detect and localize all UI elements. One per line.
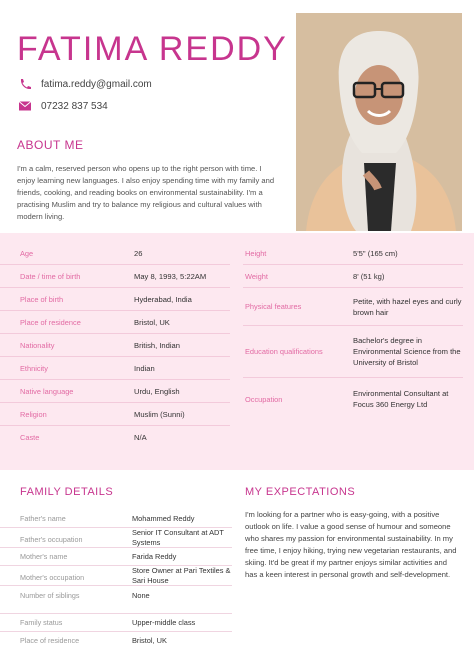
detail-label: Nationality xyxy=(20,340,55,350)
detail-row-occupation xyxy=(243,378,463,420)
family-heading: FAMILY DETAILS xyxy=(20,486,114,498)
detail-value: 5'5" (165 cm) xyxy=(353,248,398,258)
detail-value: May 8, 1993, 5:22AM xyxy=(134,271,207,281)
mail-icon xyxy=(18,100,32,112)
detail-value: Bristol, UK xyxy=(134,317,170,327)
detail-label: Religion xyxy=(20,409,47,419)
detail-row-residence xyxy=(0,311,230,334)
detail-row-ethnicity xyxy=(0,357,230,380)
detail-row-language xyxy=(0,380,230,403)
detail-value: British, Indian xyxy=(134,340,181,350)
detail-label: Height xyxy=(245,248,267,258)
detail-value: Muslim (Sunni) xyxy=(134,409,185,419)
family-label: Number of siblings xyxy=(20,591,80,600)
email-text: fatima.reddy@gmail.com xyxy=(41,78,152,90)
family-label: Father's occupation xyxy=(20,535,83,544)
detail-label: Place of residence xyxy=(20,317,81,327)
detail-row-birth xyxy=(0,265,230,288)
detail-value: Indian xyxy=(134,363,155,373)
detail-value: N/A xyxy=(134,433,147,442)
detail-label: Place of birth xyxy=(20,294,64,304)
family-row xyxy=(0,632,232,650)
personal-details-left xyxy=(0,242,230,449)
family-label: Mother's occupation xyxy=(20,573,85,582)
family-value: Bristol, UK xyxy=(132,636,167,645)
about-heading: ABOUT ME xyxy=(17,138,84,152)
detail-value: Urdu, English xyxy=(134,386,180,396)
detail-row-birthplace xyxy=(0,288,230,311)
detail-label: Ethnicity xyxy=(20,363,48,373)
expectations-heading: MY EXPECTATIONS xyxy=(245,486,356,498)
family-row xyxy=(0,528,232,548)
detail-label: Occupation xyxy=(245,394,283,404)
family-value: Upper-middle class xyxy=(132,618,196,627)
portrait-illustration xyxy=(296,13,462,231)
person-name: FATIMA REDDY xyxy=(17,30,288,68)
family-row xyxy=(0,586,232,614)
detail-row-religion xyxy=(0,403,230,426)
about-text: I'm a calm, reserved person who opens up to the right person with time. I enjoy learning new languages. I also enjoy spending time with my family and friends, cooking, and reading books on environmental sustainability. I'm a practising Muslim and try to balance my religious and cultural values with modern living. xyxy=(17,164,275,221)
detail-label: Physical features xyxy=(245,302,302,311)
family-value: None xyxy=(132,591,150,600)
family-row xyxy=(0,548,232,566)
detail-row-age xyxy=(0,242,230,265)
detail-label: Date / time of birth xyxy=(20,271,81,281)
detail-row-features xyxy=(243,288,463,326)
detail-value: 26 xyxy=(134,248,143,258)
family-value: Senior IT Consultant at ADT Systems xyxy=(132,528,224,547)
family-label: Place of residence xyxy=(20,636,80,645)
phone-row xyxy=(18,100,108,112)
detail-label: Age xyxy=(20,248,34,258)
personal-details-right xyxy=(243,242,463,420)
expectations-text: I'm looking for a partner who is easy-going, with a positive outlook on life. I value a good sense of humour and someone who shares my passion for environmental sustainability. In my free time, I enjoy hiking, trying new vegetarian restaurants, and skiing. It'd be great if my partner enjoys similar activities and has a keen interest in personal growth and self-development. xyxy=(245,510,457,579)
family-label: Family status xyxy=(20,618,63,627)
family-value: Store Owner at Pari Textiles & Sari House xyxy=(132,566,231,585)
detail-value: 8' (51 kg) xyxy=(353,271,385,281)
detail-row-nationality xyxy=(0,334,230,357)
detail-label: Education qualifications xyxy=(245,347,323,356)
detail-value: Environmental Consultant at Focus 360 Energy Ltd xyxy=(353,389,449,409)
phone-icon xyxy=(18,78,32,90)
family-value: Farida Reddy xyxy=(132,552,177,561)
detail-value: Bachelor's degree in Environmental Science from the University of Bristol xyxy=(353,336,461,367)
detail-label: Native language xyxy=(20,386,74,396)
detail-label: Caste xyxy=(20,433,40,442)
family-label: Father's name xyxy=(20,514,66,523)
phone-text: 07232 837 534 xyxy=(41,100,108,112)
family-label: Mother's name xyxy=(20,552,68,561)
detail-row-weight xyxy=(243,265,463,288)
family-row xyxy=(0,566,232,586)
detail-value: Hyderabad, India xyxy=(134,294,192,304)
family-row xyxy=(0,510,232,528)
detail-row-education xyxy=(243,326,463,378)
email-row xyxy=(18,78,152,90)
family-value: Mohammed Reddy xyxy=(132,514,195,523)
detail-label: Weight xyxy=(245,271,268,281)
profile-photo xyxy=(296,13,462,231)
detail-row-caste xyxy=(0,426,230,449)
family-row xyxy=(0,614,232,632)
detail-row-height xyxy=(243,242,463,265)
detail-value: Petite, with hazel eyes and curly brown hair xyxy=(353,296,462,317)
family-details xyxy=(0,510,232,650)
